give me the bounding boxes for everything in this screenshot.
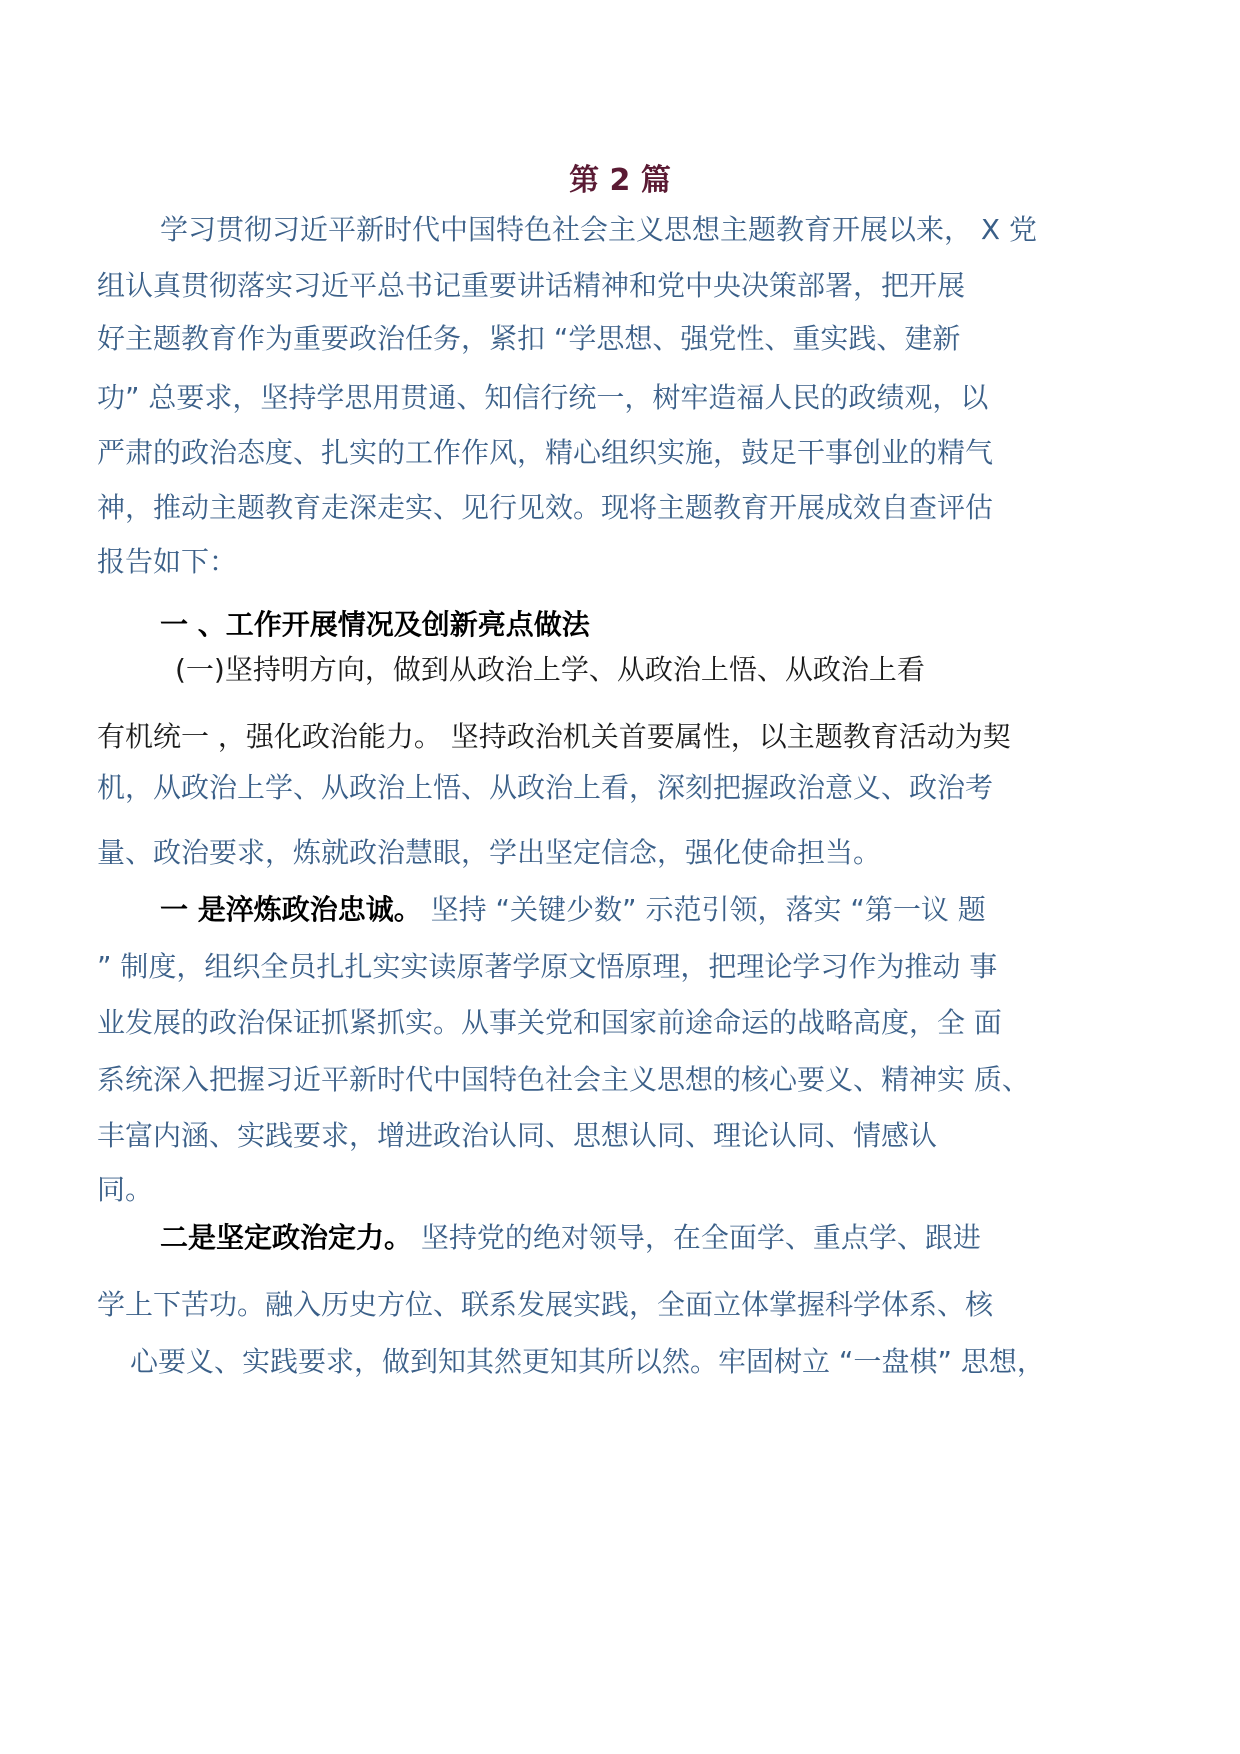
point-heading: 二是坚定政治定力。 (160, 1221, 413, 1254)
paragraph-line: 丰富内涵、实践要求，增进政治认同、思想认同、理论认同、情感认 (97, 1119, 938, 1152)
paragraph-line: 有机统一 ，强化政治能力。 坚持政治机关首要属性，以主题教育活动为契 (97, 720, 1011, 753)
paragraph-line: 学上下苦功。融入历史方位、联系发展实践，全面立体掌握科学体系、核 (97, 1288, 994, 1321)
paragraph-line: 功” 总要求，坚持学思用贯通、知信行统一，树牢造福人民的政绩观，以 (97, 381, 989, 414)
paragraph-line: 报告如下： (97, 545, 238, 578)
paragraph-line (160, 892, 986, 928)
paragraph-line: 组认真贯彻落实习近平总书记重要讲话精神和党中央决策部署，把开展 (97, 269, 966, 302)
point-heading: 一 是淬炼政治忠诚。 (160, 893, 422, 926)
paragraph-line: 量、政治要求，炼就政治慧眼，学出坚定信念，强化使命担当。 (97, 836, 882, 869)
paragraph-line: 同。 (97, 1173, 154, 1206)
paragraph-line: 学习贯彻习近平新时代中国特色社会主义思想主题教育开展以来， X 党 (160, 213, 1037, 246)
paragraph-line: 心要义、实践要求，做到知其然更知其所以然。牢固树立 “一盘棋” 思想， (130, 1345, 1045, 1378)
paragraph-line: 好主题教育作为重要政治任务，紧扣 “学思想、强党性、重实践、建新 (97, 322, 961, 355)
section-heading: 一 、工作开展情况及创新亮点做法 (160, 608, 590, 641)
subsection-heading: (一)坚持明方向，做到从政治上学、从政治上悟、从政治上看 (175, 653, 925, 686)
point-text: 坚持党的绝对领导，在全面学、重点学、跟进 (412, 1221, 981, 1254)
paragraph-line: ” 制度，组织全员扎扎实实读原著学原文悟原理，把理论学习作为推动 事 (97, 950, 998, 983)
paragraph-line: 机，从政治上学、从政治上悟、从政治上看，深刻把握政治意义、政治考 (97, 771, 994, 804)
paragraph-line (160, 1220, 981, 1256)
paragraph-line: 业发展的政治保证抓紧抓实。从事关党和国家前途命运的战略高度，全 面 (97, 1006, 1002, 1039)
paragraph-line: 神，推动主题教育走深走实、见行见效。现将主题教育开展成效自查评估 (97, 491, 994, 524)
paragraph-line: 严肃的政治态度、扎实的工作作风，精心组织实施，鼓足干事创业的精气 (97, 436, 994, 469)
paragraph-line: 系统深入把握习近平新时代中国特色社会主义思想的核心要义、精神实 质、 (97, 1063, 1030, 1096)
point-text: 坚持 “关键少数” 示范引领，落实 “第一议 题 (421, 893, 986, 926)
page-title: 第 2 篇 (569, 163, 671, 198)
